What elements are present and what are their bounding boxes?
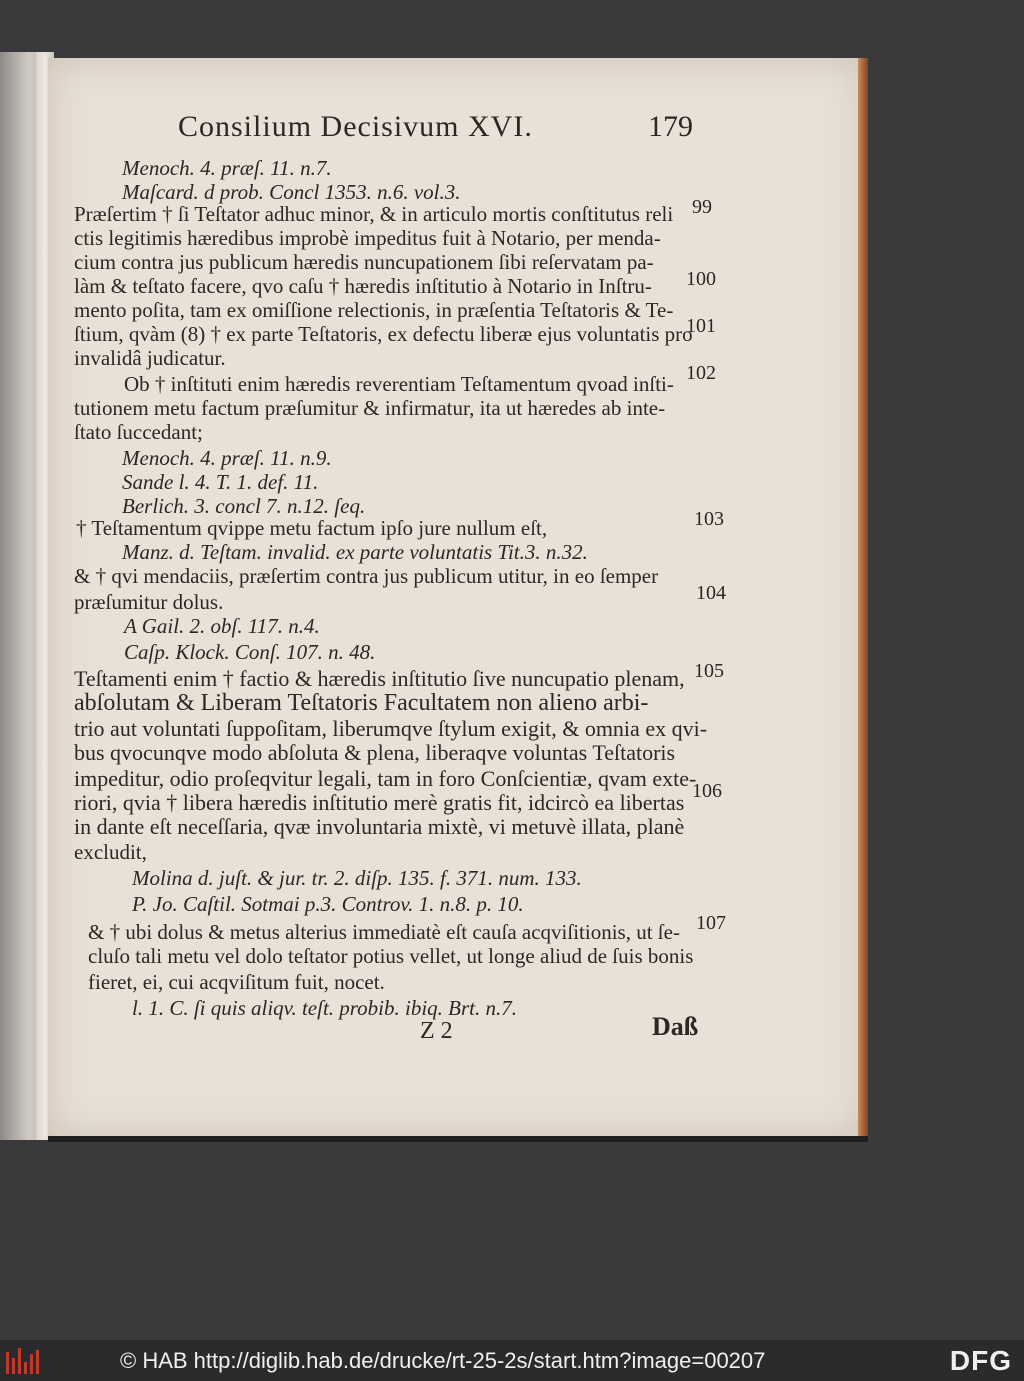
margin-number: 99 [692, 196, 712, 218]
text-line: in dante eſt neceſſaria, qvæ involuntaria mixtè, vi metuvè illata, planè [74, 814, 685, 839]
margin-number: 100 [686, 268, 716, 290]
citation-line: Berlich. 3. concl 7. n.12. ſeq. [122, 494, 366, 518]
text-line: excludit, [74, 840, 147, 864]
text-line: invalidâ judicatur. [74, 346, 226, 370]
signature-mark: Z 2 [420, 1018, 453, 1044]
text-line: abſolutam & Liberam Teſtatoris Facultatem non alieno arbi- [74, 690, 649, 716]
margin-number: 105 [694, 660, 724, 682]
text-line: & † qvi mendaciis, præſertim contra jus publicum utitur, in eo ſemper [74, 564, 659, 588]
text-line: cluſo tali metu vel dolo teſtator potius vellet, ut longe aliud de ſuis bonis [88, 944, 694, 968]
page-number: 179 [648, 110, 693, 143]
citation-line: Molina d. juſt. & jur. tr. 2. diſp. 135. f. 371. num. 133. [132, 866, 582, 890]
running-header [128, 110, 708, 150]
page-fore-edge [858, 58, 868, 1140]
margin-number: 103 [694, 508, 724, 530]
footer-bar [0, 1340, 1024, 1381]
library-logo-icon [6, 1348, 46, 1374]
text-line: Præſertim † ſi Teſtator adhuc minor, & in articulo mortis conſtitutus reli [74, 202, 674, 226]
dfg-logo: DFG [949, 1345, 1012, 1376]
margin-number: 102 [686, 362, 716, 384]
text-line: † Teſtamentum qvippe metu factum ipſo jure nullum eſt, [76, 516, 548, 540]
book-left-edge [0, 52, 52, 1140]
margin-number: 101 [686, 315, 716, 337]
text-line: impeditur, odio proſeqvitur legali, tam in foro Conſcientiæ, qvam exte- [74, 766, 697, 791]
text-line: làm & teſtato facere, qvo caſu † hæredis inſtitutio à Notario in Inſtru- [74, 274, 652, 298]
text-line: Teſtamenti enim † factio & hæredis inſtitutio ſive nuncupatio plenam, [74, 666, 685, 691]
citation-line: Menoch. 4. præſ. 11. n.7. [122, 156, 332, 180]
citation-line: Manz. d. Teſtam. invalid. ex parte voluntatis Tit.3. n.32. [122, 540, 588, 564]
citation-line: Sande l. 4. T. 1. def. 11. [122, 470, 319, 494]
text-line: ſtium, qvàm (8) † ex parte Teſtatoris, ex defectu liberæ ejus voluntatis pro [74, 322, 693, 346]
text-line: fieret, ei, cui acqviſitum fuit, nocet. [88, 970, 385, 994]
margin-number: 107 [696, 912, 726, 934]
text-line: Ob † inſtituti enim hæredis reverentiam Teſtamentum qvoad inſti- [124, 372, 674, 396]
page-title: Consilium Decisivum XVI. [178, 110, 533, 143]
text-line: ſtato ſuccedant; [74, 420, 203, 444]
page-shadow [48, 1136, 868, 1142]
text-line: bus qvocunqve modo abſoluta & plena, liberaqve voluntas Teſtatoris [74, 740, 676, 765]
citation-line: A Gail. 2. obſ. 117. n.4. [124, 614, 320, 638]
catchword: Daß [652, 1012, 699, 1041]
margin-number: 106 [692, 780, 722, 802]
citation-line: Menoch. 4. præſ. 11. n.9. [122, 446, 332, 470]
text-line: cium contra jus publicum hæredis nuncupationem ſibi reſervatam pa- [74, 250, 654, 274]
text-line: mento poſita, tam ex omiſſione relectionis, in præſentia Teſtatoris & Te- [74, 298, 674, 322]
text-line: & † ubi dolus & metus alterius immediatè eſt cauſa acqviſitionis, ut ſe- [88, 920, 680, 944]
text-line: ctis legitimis hæredibus improbè impeditus fuit à Notario, per menda- [74, 226, 661, 250]
citation-line: Caſp. Klock. Conſ. 107. n. 48. [124, 640, 376, 664]
source-credit-link[interactable]: © HAB http://diglib.hab.de/drucke/rt-25-2s/start.htm?image=00207 [120, 1348, 766, 1373]
text-line: præſumitur dolus. [74, 590, 224, 614]
citation-line: P. Jo. Caſtil. Sotmai p.3. Controv. 1. n.8. p. 10. [132, 892, 524, 916]
text-line: tutionem metu factum præſumitur & infirmatur, ita ut hæredes ab inte- [74, 396, 666, 420]
citation-line: l. 1. C. ſi quis aliqv. teſt. probib. ibiq. Brt. n.7. [132, 996, 518, 1020]
citation-line: Maſcard. d prob. Concl 1353. n.6. vol.3. [122, 180, 461, 204]
text-line: trio aut voluntati ſuppoſitam, liberumqve ſtylum exigit, & omnia ex qvi- [74, 716, 708, 741]
text-line: riori, qvia † libera hæredis inſtitutio merè gratis fit, idcircò ea libertas [74, 790, 685, 815]
margin-number: 104 [696, 582, 726, 604]
